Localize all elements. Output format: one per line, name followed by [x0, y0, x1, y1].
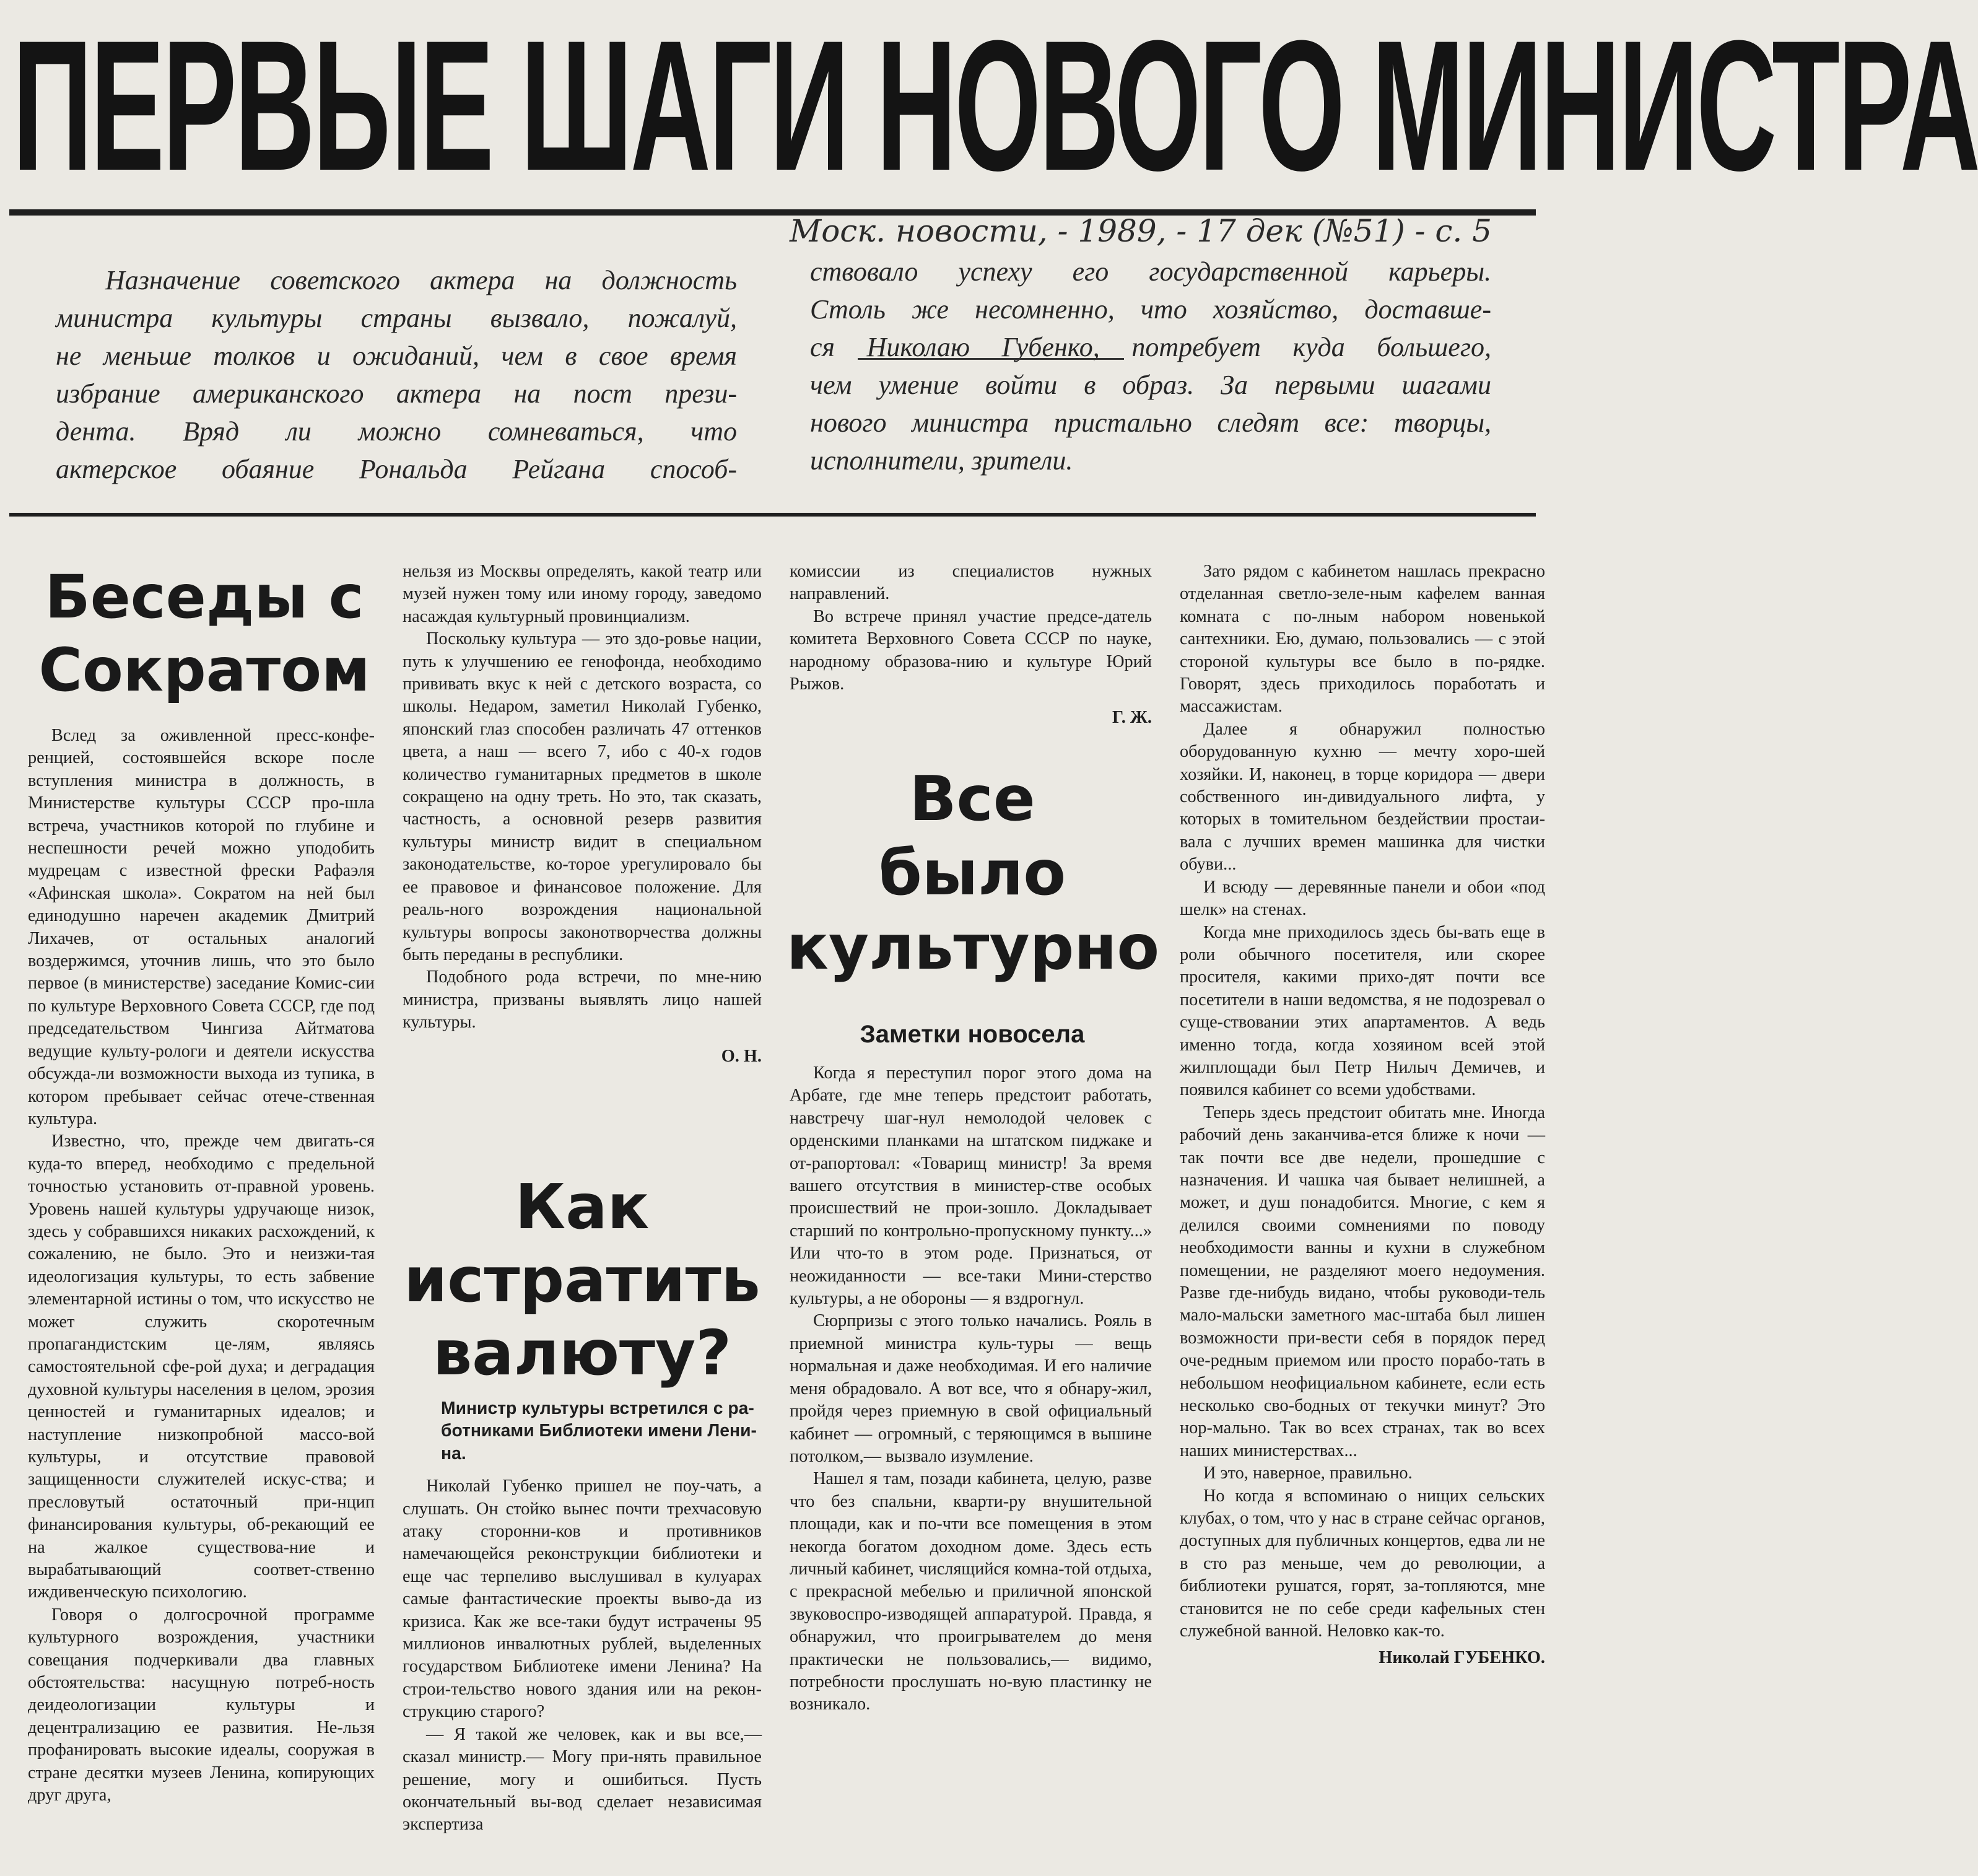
- lead-line: дента. Вряд ли можно сомневаться, что: [56, 416, 737, 447]
- article2-title-line: Как: [515, 1171, 650, 1243]
- lead-line: избрание американского актера на пост прези-: [56, 378, 737, 409]
- paragraph: Николай Губенко пришел не поу-чать, а слушать. Он стойко вынес почти трехчасовую атаку сторонни-ков и противников намечающейся реконструкции библиотеки и еще час терпеливо выслушивал в кулуарах самые фантастические проекты выво-да из кризиса. Как же все-таки будут истрачены 95 миллионов инвалютных рублей, выделенных государством Библиотеке имени Ленина? На строи-тельство нового здания или на рекон-струкцию старого?: [403, 1477, 762, 1722]
- article1-title-line: Беседы с: [45, 562, 364, 632]
- article2-title-line: валюту?: [432, 1317, 732, 1389]
- article2-continued: [790, 561, 1152, 730]
- article3-subhead: Заметки новосела: [860, 1021, 1085, 1048]
- lead-right: [810, 253, 1491, 479]
- paragraph: Когда мне приходилось здесь бы-вать еще в роли обычного посетителя, или скорее просителя, какими прихо-дят почти все посетители в наши ведомства, я не подозревал о суще-ствовании этих апартаментов. А ведь именно тогда, когда хозяином всей этой жилплощади был Петр Нилыч Демичев, и появился кабинет со всеми удобствами.: [1180, 922, 1545, 1100]
- signature: О. Н.: [721, 1046, 762, 1066]
- handwritten-note: Моск. новости, - 1989, - 17 дек (№51) - с. 5: [790, 213, 1492, 249]
- paragraph: Говоря о долгосрочной программе культурного возрождения, участники совещания подчеркивали два главных обстоятельства: насущную потреб-ность деидеологизации культуры и децентрализацию ее развития. Не-льзя профанировать высокие идеалы, сооружая в стране десятки музеев Ленина, копирующих друг друга,: [28, 1605, 375, 1805]
- lead-line: Столь же несомненно, что хозяйство, доставше-: [810, 294, 1491, 325]
- paragraph: И это, наверное, правильно.: [1203, 1464, 1413, 1483]
- lead-line: актерское обаяние Рональда Рейгана способ-: [56, 454, 737, 484]
- article1-body: [28, 725, 375, 1807]
- paragraph: Подобного рода встречи, по мне-нию министра, призваны выявлять лицо нашей культуры.: [403, 967, 762, 1032]
- article2-body: [403, 1397, 762, 1836]
- lead-line: ствовало успеху его государственной карьеры.: [810, 256, 1491, 287]
- paragraph: Поскольку культура — это здо-ровье нации, путь к улучшению ее генофонда, необходимо прививать вкус к ней с детского возраста, со школы. Недаром, заметил Николай Губенко, японский глаз способен различать 47 оттенков цвета, а наш — всего 7, ибо с 40-х годов количество гуманитарных предметов в школе сокращено на одну треть. Но это, так сказать, частность, а основной резерв развития культуры министр видит в специальном законодательстве, ко-торое урегулировало бы ее правовое и финансовое положение. Для реаль-ного возрождения национальной культуры вопросы законотворчества должны быть переданы в республики.: [403, 629, 762, 964]
- lead-line: нового министра пристально следят все: творцы,: [810, 408, 1491, 438]
- article1-title-line: Сократом: [38, 635, 370, 705]
- lead-rule: [9, 513, 1536, 517]
- paragraph: Но когда я вспоминаю о нищих сельских клубах, о том, что у нас в стране сейчас органов, доступных для публичных концертов, едва ли не в сто раз меньше, чем до революции, а библиотеки рушатся, горят, за-топляются, мне становится не по себе среди кафельных стен служебной ванной. Неловко как-то.: [1180, 1486, 1545, 1641]
- lead-line: исполнители, зрители.: [810, 445, 1073, 476]
- name-underline: [858, 358, 1124, 360]
- article3-continued: [1180, 561, 1545, 1669]
- lead-left: [56, 261, 737, 488]
- article2-subtitle: Министр культуры встретился с ра-ботниками Библиотеки имени Лени-на.: [441, 1398, 757, 1463]
- paragraph: Далее я обнаружил полностью оборудованную кухню — мечту хоро-шей хозяйки. И, наконец, в торце коридора — двери собственного ин-дивидуального лифта, у которых в томительном бездействии простаи-вала с лучших времен машинка для чистки обуви...: [1180, 719, 1545, 875]
- paragraph: Сюрпризы с этого только начались. Рояль в приемной министра куль-туры — вещь нормальная и даже необходимая. И его наличие меня обрадовало. А вот все, что я обнару-жил, пройдя через приемную в свой официальный кабинет — огромный, с теряющимся в вышине потолком,— вызвало изумление.: [790, 1311, 1152, 1466]
- signature: Николай ГУБЕНКО.: [1379, 1647, 1545, 1667]
- article3-title-line: культурно: [786, 911, 1160, 984]
- lead-line: Назначение советского актера на должность: [105, 265, 737, 295]
- article3-title-line: Все: [909, 762, 1035, 835]
- paragraph: Нашел я там, позади кабинета, целую, разве что без спальни, кварти-ру внушительной площади, как и по-чти все помещения в этом некогда богатом доходном доме. Здесь есть личный кабинет, числящийся комна-той отдыха, с прекрасной мебелью и приличной японской звуковоспро-изводящей аппаратурой. Правда, я обнаружил, что проигрывателем до меня практически не пользовались,— видимо, потребности прослушать но-вую пластинку не возникало.: [790, 1469, 1152, 1714]
- paragraph: нельзя из Москвы определять, какой театр или музей нужен тому или иному городу, заведомо насаждая культурный провинциализм.: [403, 562, 762, 626]
- paragraph: Во встрече принял участие предсе-датель комитета Верховного Совета СССР по науке, народному образова-нию и культуре Юрий Рыжов.: [790, 606, 1152, 694]
- paragraph: И всюду — деревянные панели и обои «под шелк» на стенах.: [1180, 877, 1545, 920]
- paragraph: Теперь здесь предстоит обитать мне. Иногда рабочий день заканчива-ется ближе к ночи — так почти все две недели, прошедшие с назначения. И чашка чая бывает нелишней, а может, и душ понадобится. Многие, с кем я делился своими сомнениями по поводу необходимости ванны и кухни в служебном помещении, не разделяют моего недоумения. Разве где-нибудь видано, чтобы руководи-тель мало-мальски заметного мас-штаба был лишен возможности при-вести себя в порядок перед оче-редным приемом или просто порабо-тать в небольшом неофициальном кабинете, если есть несколько сво-бодных от текучки минут? Это нор-мально. Так во всех странах, так во всех наших министерствах...: [1180, 1102, 1545, 1460]
- lead-line: министра культуры страны вызвало, пожалуй,: [56, 303, 737, 333]
- lead-line: не меньше толков и ожиданий, чем в свое время: [56, 341, 737, 371]
- article2-title-line: истратить: [404, 1244, 760, 1316]
- article2-title: [396, 1171, 768, 1390]
- article3-title-line: было: [878, 837, 1066, 909]
- signature: Г. Ж.: [1112, 708, 1152, 728]
- paragraph: комиссии из специалистов нужных направлений.: [790, 562, 1152, 604]
- article1-title: [25, 561, 384, 707]
- lead-line: чем умение войти в образ. За первыми шагами: [810, 370, 1491, 400]
- lead-line: ся Николаю Губенко, потребует куда большего,: [810, 332, 1491, 362]
- article1-continued: [403, 561, 762, 1068]
- paragraph: Зато рядом с кабинетом нашлась прекрасно отделанная светло-зеле-ным кафелем ванная комната с по-лным набором новенькой сантехники. Ею, думаю, пользовались — с этой стороной культуры все было в по-рядке. Говорят, здесь приходилось поработать и массажистам.: [1180, 562, 1545, 717]
- paragraph: Когда я переступил порог этого дома на Арбате, где мне теперь предстоит работать, навстречу шаг-нул немолодой человек с орденскими планками на штатском пиджаке и от-рапортовал: «Товарищ министр! За время вашего отсутствия в министер-стве особых происшествий не прои-зошло. Докладывает старший по контрольно-пропускному пункту...» Или что-то в этом роде. Признаться, от неожиданности — все-таки Мини-стерство культуры, а не обороны — я вздрогнул.: [790, 1063, 1152, 1309]
- paragraph: Вслед за оживленной пресс-конфе-ренцией, состоявшейся вскоре после вступления министра в должность, в Министерстве культуры СССР про-шла встреча, участников которой по глубине и неспешности речей можно уподобить мудрецам с известной фрески Рафаэля «Афинская школа». Сократом на ней был единодушно наречен академик Дмитрий Лихачев, от остальных аналогий воздержимся, уточнив лишь, что это было первое (в министерстве) заседание Комис-сии по культуре Верховного Совета СССР, где под председательством Чингиза Айтматова ведущие культу-рологи и деятели искусства обсужда-ли возможности выхода из тупика, в котором пребывает сейчас отече-ственная культура.: [28, 726, 375, 1128]
- headline: ПЕРВЫЕ ШАГИ НОВОГО МИНИСТРА: [12, 1, 1978, 209]
- paragraph: — Я такой же человек, как и вы все,— сказал министр.— Могу при-нять правильное решение, могу и ошибиться. Пусть окончательный вы-вод сделает независимая экспертиза: [403, 1724, 762, 1835]
- article3-body: [790, 1062, 1152, 1716]
- paragraph: Известно, что, прежде чем двигать-ся куда-то вперед, необходимо с предельной точностью установить от-правной уровень. Уровень нашей культуры удручающе низок, здесь у собравшихся никаких расхождений, к сожалению, не было. Это и неизжи-тая идеологизация культуры, то есть забвение элементарной истины о том, что искусство не может служить скоротечным пропагандистским це-лям, являясь самостоятельной сфе-рой духа; и деградация духовной культуры населения в целом, эрозия ценностей и гуманитарных идеалов; и наступление низкопробной массо-вой культуры, и отсутствие правовой защищенности служителей искус-ства; и пресловутый остаточный при-нцип финансирования культуры, об-рекающий ее на жалкое существова-ние и вырабатывающий соответ-ственно иждивенческую психологию.: [28, 1132, 375, 1602]
- article3-title: [786, 762, 1158, 985]
